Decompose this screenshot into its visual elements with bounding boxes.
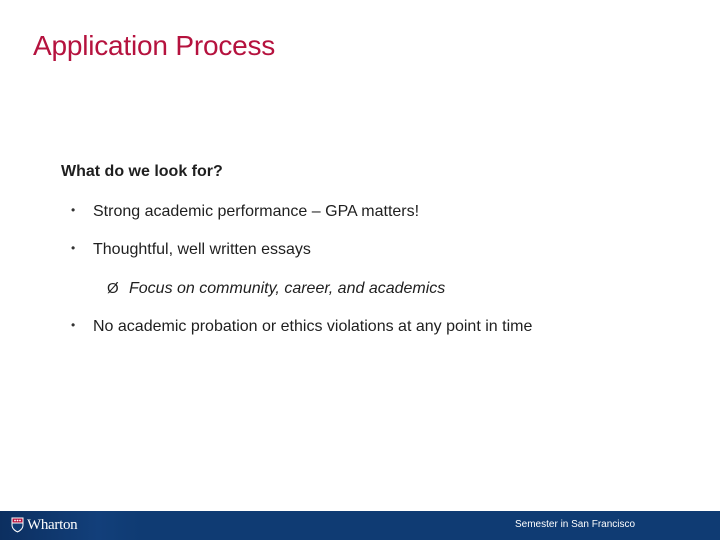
bullet-item — [71, 241, 311, 259]
bullet-text: Thoughtful, well written essays — [93, 241, 311, 258]
sub-bullet-text: Focus on community, career, and academics — [129, 280, 446, 297]
arrow-bullet-icon: Ø — [107, 280, 119, 297]
bullet-dot-icon: • — [71, 318, 76, 332]
bullet-text: No academic probation or ethics violations at any point in time — [93, 318, 533, 335]
bullet-text: Strong academic performance – GPA matters! — [93, 203, 420, 220]
penn-shield-icon — [11, 517, 24, 533]
bullet-dot-icon: • — [71, 241, 76, 255]
bullet-item — [71, 203, 419, 221]
footer-logo-area — [0, 511, 140, 540]
wharton-logo-text: Wharton — [27, 517, 78, 533]
slide-title: Application Process — [33, 30, 276, 61]
section-heading: What do we look for? — [61, 163, 223, 180]
footer-bar — [0, 511, 720, 540]
bullet-dot-icon: • — [71, 203, 76, 217]
footer-caption: Semester in San Francisco — [515, 519, 636, 530]
bullet-item — [71, 318, 532, 336]
sub-bullet-item — [107, 280, 445, 298]
